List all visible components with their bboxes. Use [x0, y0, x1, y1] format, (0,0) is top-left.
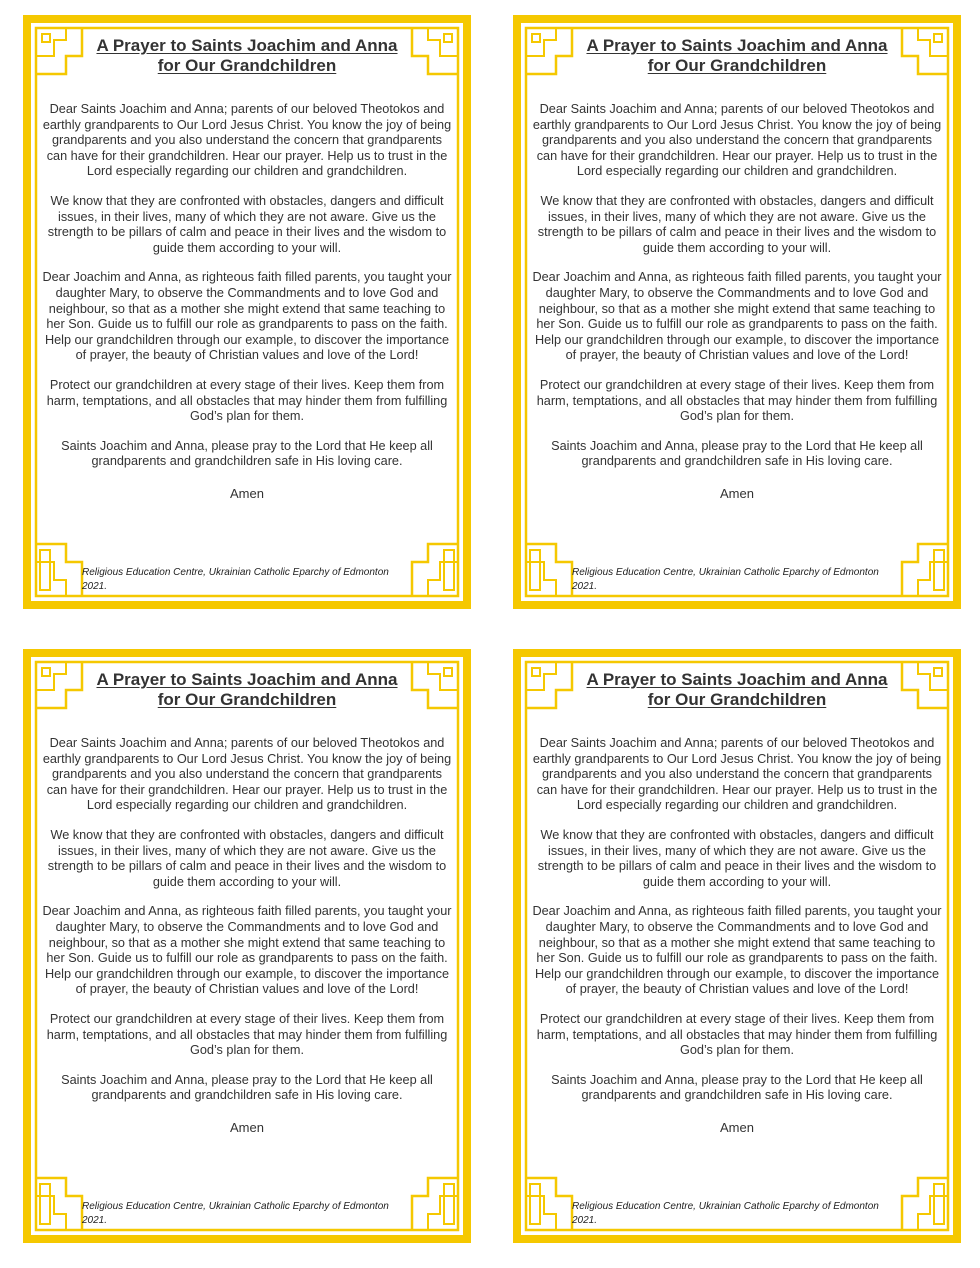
- card-title: [42, 670, 452, 710]
- prayer-paragraph-2: We know that they are confronted with obstacles, dangers and difficult issues, in their lives, many of which they are not aware. Give us the strength to be pillars of calm and peace in their lives and the wisdom to guide them according to your will.: [47, 193, 447, 255]
- prayer-paragraph-1: Dear Saints Joachim and Anna; parents of our beloved Theotokos and earthly grandparents to Our Lord Jesus Christ. You know the joy of being grandparents and you also understand the concern that grandparents can have for their grandchildren. Hear our prayer. Help us to trust in the Lord especially regarding our children and grandchildren.: [42, 102, 452, 179]
- card-content: [42, 36, 452, 610]
- card-title: [532, 36, 942, 76]
- card-footer: Religious Education Centre, Ukrainian Catholic Eparchy of Edmonton 2021.: [572, 1201, 879, 1226]
- prayer-paragraph-3: Dear Joachim and Anna, as righteous faith filled parents, you taught your daughter Mary, to observe the Commandments and to love God and neighbour, so that as a mother she might extend that same teaching to her Son. Guide us to fulfill our role as grandparents to pass on the faith. Help our grandchildren through our example, to discover the importance of prayer, the beauty of Christian values and love of the Lord!: [532, 904, 942, 997]
- prayer-card: [22, 14, 472, 610]
- prayer-paragraph-5: Saints Joachim and Anna, please pray to the Lord that He keep all grandparents and grandchildren safe in His loving care.: [61, 438, 433, 469]
- title-line-1: A Prayer to Saints Joachim and Anna: [586, 670, 888, 689]
- card-content: [532, 36, 942, 610]
- card-footer: Religious Education Centre, Ukrainian Catholic Eparchy of Edmonton 2021.: [82, 567, 389, 592]
- prayer-paragraph-5: Saints Joachim and Anna, please pray to the Lord that He keep all grandparents and grandchildren safe in His loving care.: [551, 438, 923, 469]
- title-line-1: A Prayer to Saints Joachim and Anna: [96, 670, 398, 689]
- prayer-paragraph-2: We know that they are confronted with obstacles, dangers and difficult issues, in their lives, many of which they are not aware. Give us the strength to be pillars of calm and peace in their lives and the wisdom to guide them according to your will.: [537, 193, 937, 255]
- prayer-card: [512, 648, 962, 1244]
- prayer-paragraph-4: Protect our grandchildren at every stage of their lives. Keep them from harm, temptations, and all obstacles that may hinder them from fulfilling God’s plan for them.: [536, 377, 938, 424]
- amen-text: Amen: [720, 485, 754, 501]
- prayer-paragraph-4: Protect our grandchildren at every stage of their lives. Keep them from harm, temptations, and all obstacles that may hinder them from fulfilling God’s plan for them.: [536, 1011, 938, 1058]
- card-footer: Religious Education Centre, Ukrainian Catholic Eparchy of Edmonton 2021.: [572, 567, 879, 592]
- prayer-paragraph-3: Dear Joachim and Anna, as righteous faith filled parents, you taught your daughter Mary, to observe the Commandments and to love God and neighbour, so that as a mother she might extend that same teaching to her Son. Guide us to fulfill our role as grandparents to pass on the faith. Help our grandchildren through our example, to discover the importance of prayer, the beauty of Christian values and love of the Lord!: [42, 270, 452, 363]
- prayer-paragraph-2: We know that they are confronted with obstacles, dangers and difficult issues, in their lives, many of which they are not aware. Give us the strength to be pillars of calm and peace in their lives and the wisdom to guide them according to your will.: [537, 827, 937, 889]
- prayer-card: [512, 14, 962, 610]
- prayer-paragraph-5: Saints Joachim and Anna, please pray to the Lord that He keep all grandparents and grandchildren safe in His loving care.: [551, 1072, 923, 1103]
- card-footer: Religious Education Centre, Ukrainian Catholic Eparchy of Edmonton 2021.: [82, 1201, 389, 1226]
- title-line-1: A Prayer to Saints Joachim and Anna: [96, 36, 398, 55]
- prayer-paragraph-2: We know that they are confronted with obstacles, dangers and difficult issues, in their lives, many of which they are not aware. Give us the strength to be pillars of calm and peace in their lives and the wisdom to guide them according to your will.: [47, 827, 447, 889]
- prayer-paragraph-4: Protect our grandchildren at every stage of their lives. Keep them from harm, temptations, and all obstacles that may hinder them from fulfilling God’s plan for them.: [46, 377, 448, 424]
- title-line-2: for Our Grandchildren: [157, 690, 337, 709]
- card-title: [532, 670, 942, 710]
- prayer-card: [22, 648, 472, 1244]
- amen-text: Amen: [720, 1119, 754, 1135]
- amen-text: Amen: [230, 1119, 264, 1135]
- title-line-2: for Our Grandchildren: [157, 56, 337, 75]
- prayer-paragraph-1: Dear Saints Joachim and Anna; parents of our beloved Theotokos and earthly grandparents to Our Lord Jesus Christ. You know the joy of being grandparents and you also understand the concern that grandparents can have for their grandchildren. Hear our prayer. Help us to trust in the Lord especially regarding our children and grandchildren.: [532, 736, 942, 813]
- card-title: [42, 36, 452, 76]
- amen-text: Amen: [230, 485, 264, 501]
- card-content: [532, 670, 942, 1244]
- title-line-2: for Our Grandchildren: [647, 56, 827, 75]
- prayer-paragraph-3: Dear Joachim and Anna, as righteous faith filled parents, you taught your daughter Mary, to observe the Commandments and to love God and neighbour, so that as a mother she might extend that same teaching to her Son. Guide us to fulfill our role as grandparents to pass on the faith. Help our grandchildren through our example, to discover the importance of prayer, the beauty of Christian values and love of the Lord!: [532, 270, 942, 363]
- title-line-2: for Our Grandchildren: [647, 690, 827, 709]
- title-line-1: A Prayer to Saints Joachim and Anna: [586, 36, 888, 55]
- prayer-paragraph-1: Dear Saints Joachim and Anna; parents of our beloved Theotokos and earthly grandparents to Our Lord Jesus Christ. You know the joy of being grandparents and you also understand the concern that grandparents can have for their grandchildren. Hear our prayer. Help us to trust in the Lord especially regarding our children and grandchildren.: [42, 736, 452, 813]
- prayer-paragraph-5: Saints Joachim and Anna, please pray to the Lord that He keep all grandparents and grandchildren safe in His loving care.: [61, 1072, 433, 1103]
- card-content: [42, 670, 452, 1244]
- prayer-paragraph-3: Dear Joachim and Anna, as righteous faith filled parents, you taught your daughter Mary, to observe the Commandments and to love God and neighbour, so that as a mother she might extend that same teaching to her Son. Guide us to fulfill our role as grandparents to pass on the faith. Help our grandchildren through our example, to discover the importance of prayer, the beauty of Christian values and love of the Lord!: [42, 904, 452, 997]
- prayer-paragraph-1: Dear Saints Joachim and Anna; parents of our beloved Theotokos and earthly grandparents to Our Lord Jesus Christ. You know the joy of being grandparents and you also understand the concern that grandparents can have for their grandchildren. Hear our prayer. Help us to trust in the Lord especially regarding our children and grandchildren.: [532, 102, 942, 179]
- prayer-paragraph-4: Protect our grandchildren at every stage of their lives. Keep them from harm, temptations, and all obstacles that may hinder them from fulfilling God’s plan for them.: [46, 1011, 448, 1058]
